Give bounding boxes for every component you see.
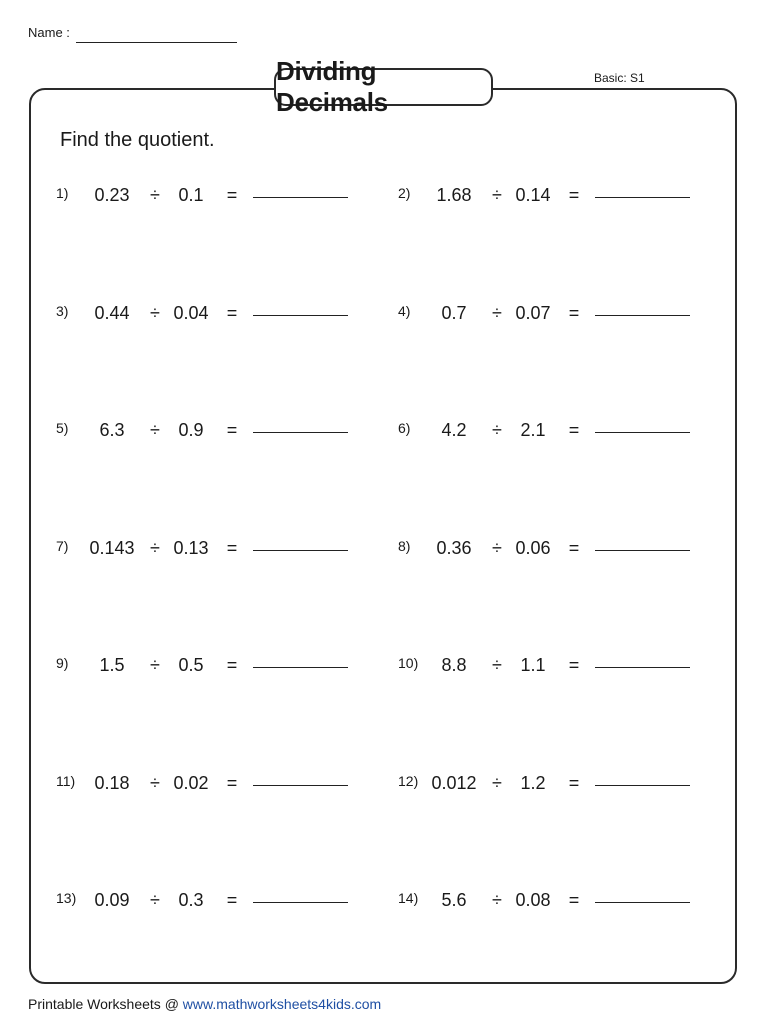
problem-14 — [398, 890, 698, 920]
problem-number: 10) — [398, 655, 419, 671]
divide-sign: ÷ — [492, 537, 502, 558]
answer-blank[interactable] — [253, 902, 348, 903]
dividend: 0.23 — [94, 185, 130, 205]
divide-sign: ÷ — [150, 772, 160, 793]
answer-blank[interactable] — [253, 667, 348, 668]
problem-number: 13) — [56, 890, 77, 906]
divisor: 0.06 — [515, 537, 551, 558]
problem-number: 9) — [56, 655, 69, 671]
equals-sign: = — [226, 302, 238, 323]
problem-number: 8) — [398, 537, 411, 554]
dividend: 5.6 — [441, 890, 467, 910]
answer-blank[interactable] — [595, 785, 690, 786]
problem-9 — [56, 655, 356, 685]
answer-blank[interactable] — [595, 315, 690, 316]
answer-blank[interactable] — [253, 432, 348, 433]
problem-number: 4) — [398, 302, 411, 319]
divisor: 0.9 — [178, 420, 204, 440]
divide-sign: ÷ — [492, 772, 502, 793]
equals-sign: = — [226, 890, 238, 910]
problem-number: 2) — [398, 185, 411, 201]
equals-sign: = — [568, 420, 580, 440]
divisor: 0.07 — [515, 302, 551, 323]
answer-blank[interactable] — [595, 432, 690, 433]
equals-sign: = — [568, 537, 580, 558]
equals-sign: = — [568, 185, 580, 205]
dividend: 1.5 — [99, 655, 125, 675]
divide-sign: ÷ — [150, 890, 160, 910]
divisor: 0.1 — [178, 185, 204, 205]
divisor: 0.02 — [173, 772, 209, 793]
problem-number: 1) — [56, 185, 69, 201]
problem-6 — [398, 420, 698, 450]
problem-11 — [56, 773, 356, 803]
divide-sign: ÷ — [492, 655, 502, 675]
divide-sign: ÷ — [492, 185, 502, 205]
problem-4 — [398, 303, 698, 333]
problem-8 — [398, 538, 698, 568]
divide-sign: ÷ — [492, 420, 502, 440]
divide-sign: ÷ — [492, 890, 502, 910]
divisor: 0.5 — [178, 655, 204, 675]
problem-7 — [56, 538, 356, 568]
dividend: 0.44 — [94, 302, 130, 323]
problem-10 — [398, 655, 698, 685]
equals-sign: = — [226, 537, 238, 558]
divide-sign: ÷ — [150, 302, 160, 323]
equals-sign: = — [568, 890, 580, 910]
divide-sign: ÷ — [150, 537, 160, 558]
answer-blank[interactable] — [595, 902, 690, 903]
answer-blank[interactable] — [253, 197, 348, 198]
dividend: 1.68 — [436, 185, 472, 205]
divisor: 0.3 — [178, 890, 204, 910]
divide-sign: ÷ — [492, 302, 502, 323]
problem-number: 5) — [56, 420, 69, 436]
divisor: 0.08 — [515, 890, 551, 910]
equals-sign: = — [226, 772, 238, 793]
answer-blank[interactable] — [595, 550, 690, 551]
problem-3 — [56, 303, 356, 333]
dividend: 6.3 — [99, 420, 125, 440]
worksheet-title: Dividing Decimals — [274, 68, 493, 106]
problem-12 — [398, 773, 698, 803]
problem-number: 6) — [398, 420, 411, 436]
dividend: 0.36 — [436, 537, 472, 558]
footer-text: Printable Worksheets @ — [28, 996, 183, 1012]
dividend: 8.8 — [441, 655, 467, 675]
problem-1 — [56, 185, 356, 215]
divisor: 0.04 — [173, 302, 209, 323]
footer — [28, 996, 381, 1012]
answer-blank[interactable] — [595, 667, 690, 668]
equals-sign: = — [568, 302, 580, 323]
divide-sign: ÷ — [150, 655, 160, 675]
problem-number: 7) — [56, 537, 69, 554]
name-field[interactable] — [76, 42, 237, 43]
level-label: Basic: S1 — [594, 71, 645, 85]
divisor: 0.13 — [173, 537, 209, 558]
equals-sign: = — [226, 420, 238, 440]
dividend: 0.143 — [89, 537, 135, 558]
divide-sign: ÷ — [150, 420, 160, 440]
divisor: 0.14 — [515, 185, 551, 205]
equals-sign: = — [226, 655, 238, 675]
problem-number: 3) — [56, 302, 69, 319]
answer-blank[interactable] — [253, 785, 348, 786]
dividend: 0.012 — [431, 772, 477, 793]
dividend: 4.2 — [441, 420, 467, 440]
answer-blank[interactable] — [253, 550, 348, 551]
equals-sign: = — [226, 185, 238, 205]
equals-sign: = — [568, 772, 580, 793]
problem-number: 14) — [398, 890, 419, 906]
problem-number: 12) — [398, 772, 419, 789]
dividend: 0.7 — [441, 302, 467, 323]
divisor: 1.2 — [520, 772, 546, 793]
worksheet-frame — [29, 88, 737, 984]
problem-5 — [56, 420, 356, 450]
problem-2 — [398, 185, 698, 215]
divisor: 1.1 — [520, 655, 546, 675]
divisor: 2.1 — [520, 420, 546, 440]
footer-link[interactable]: www.mathworksheets4kids.com — [182, 996, 382, 1012]
instruction-text: Find the quotient. — [60, 129, 215, 151]
equals-sign: = — [568, 655, 580, 675]
dividend: 0.18 — [94, 772, 130, 793]
problem-number: 11) — [56, 772, 76, 789]
name-label: Name : — [28, 25, 70, 40]
divide-sign: ÷ — [150, 185, 160, 205]
problem-13 — [56, 890, 356, 920]
answer-blank[interactable] — [595, 197, 690, 198]
answer-blank[interactable] — [253, 315, 348, 316]
dividend: 0.09 — [94, 890, 130, 910]
